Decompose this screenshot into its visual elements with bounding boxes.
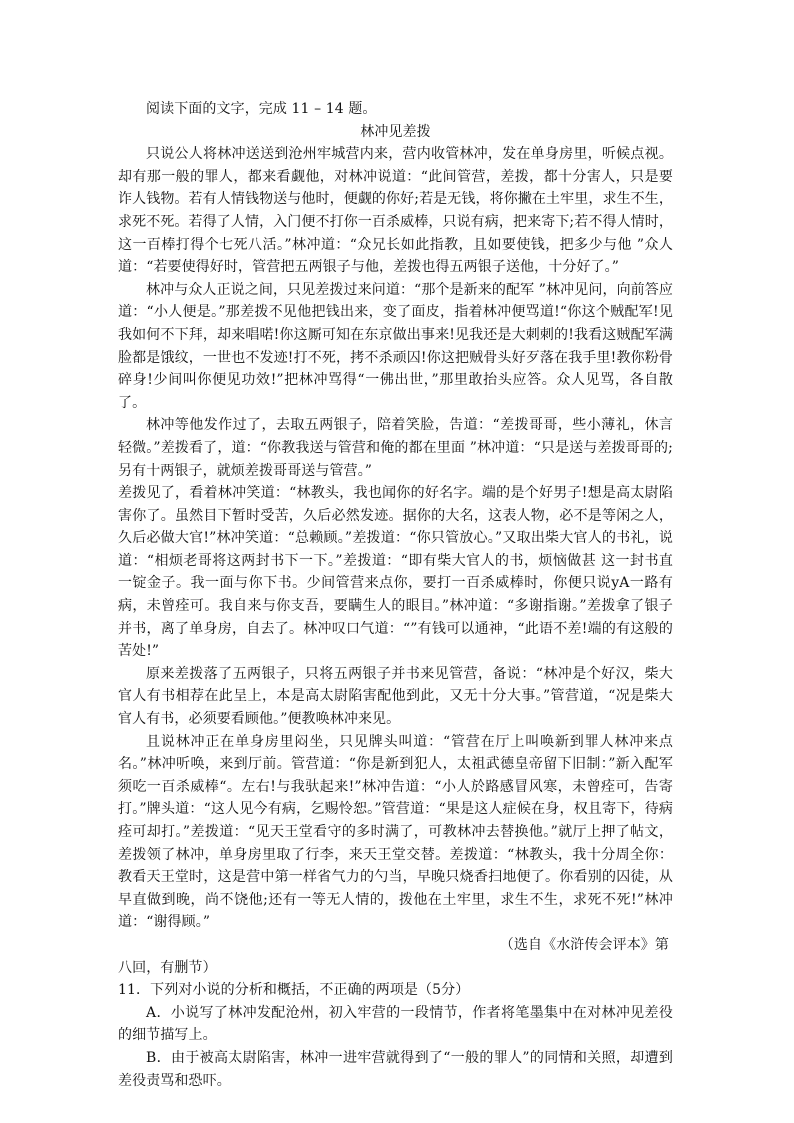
- paragraph-3: 林冲等他发作过了，去取五两银子，陪着笑脸，告道：“差拨哥哥，些小薄礼，休言轻微。”差拨看了，道：“你教我送与管营和俺的都在里面 ”林冲道：“只是送与差拨哥哥的;另有十两银子，就烦差拨哥哥送与管营。”: [118, 417, 673, 479]
- instruction-line: 阅读下面的文字，完成 11 – 14 题。: [146, 101, 377, 117]
- question-stem: 11．下列对小说的分析和概括，不正确的两项是（5分）: [118, 982, 470, 999]
- source-citation: （选自《水浒传会评本》第: [499, 936, 669, 953]
- paragraph-1: 只说公人将林冲送送到沧州牢城营内来，营内收管林冲，发在单身房里，听候点视。却有那一般的罪人，都来看觑他，对林冲说道：“此间管营，差拨，都十分害人，只是要诈人钱物。若有人情钱物送与他时，便觑的你好;若是无钱，将你撇在土牢里，求生不生，求死不死。若得了人情，入门便不打你一百杀威棒，只说有病，把来寄下;若不得人情时，这一百棒打得个七死八活。”林冲道：“众兄长如此指教，且如要使钱，把多少与他 ”众人道：“若要使得好时，管营把五两银子与他，差拨也得五两银子送他，十分好了。”: [118, 146, 673, 276]
- document-page: [118, 98, 673, 1092]
- option-a: A．小说写了林冲发配沧州，初入牢营的一段情节，作者将笔墨集中在对林冲见差役的细节描写上。: [118, 1004, 673, 1044]
- paragraph-5: 原来差拨落了五两银子，只将五两银子并书来见管营，备说：“林冲是个好汉，柴大官人有书相荐在此呈上，本是高太尉陷害配他到此，又无十分大事。”管营道，“况是柴大官人有书，必须要看顾他。”便教唤林冲来见。: [118, 665, 673, 728]
- passage-title: 林冲见差拨: [360, 123, 431, 140]
- paragraph-4: 差拨见了，看着林冲笑道：“林教头，我也闻你的好名字。端的是个好男子!想是高太尉陷害你了。虽然目下暂时受苦，久后必然发迹。据你的大名，这表人物，必不是等闲之人，久后必做大官!”林冲笑道：“总赖顾。”差拨道：“你只管放心。”又取出柴大官人的书礼，说道：“相烦老哥将这两封书下一下。”差拨道：“即有柴大官人的书，烦恼做甚 这一封书直一锭金子。我一面与你下书。少间管营来点你，要打一百杀威棒时，你便只说yA一路有病，未曾痊可。我自来与你支吾，要瞒生人的眼目。”林冲道：“多谢指谢。”差拨拿了银子并书，离了单身房，自去了。林冲叹口气道：“”有钱可以通神，“此语不差!端的有这般的苦处!”: [118, 485, 673, 660]
- paragraph-6: 且说林冲正在单身房里闷坐，只见牌头叫道：“管营在厅上叫唤新到罪人林冲来点名。”林冲听唤，来到厅前。管营道：“你是新到犯人，太祖武德皇帝留下旧制：”新入配军须吃一百杀威棒“。左右!与我驮起来!”林冲告道：“小人於路感冒风寒，未曾痊可，告寄打。”牌头道：“这人见今有病，乞赐怜恕。”管营道：“果是这人症候在身，权且寄下，待病痊可却打。”差拨道：“见天王堂看守的多时满了，可教林冲去替换他。”就厅上押了帖文，差拨领了林冲，单身房里取了行李，来天王堂交替。差拨道：“林教头，我十分周全你：教看天王堂时，这是营中第一样省气力的勺当，早晚只烧香扫地便了。你看别的囚徒，从早直做到晚，尚不饶他;还有一等无人情的，拨他在土牢里，求生不生，求死不死!”林冲道：“谢得顾。”: [118, 733, 673, 931]
- source-citation-cont: 八回，有删节）: [118, 959, 217, 976]
- option-b: B．由于被高太尉陷害，林冲一进牢营就得到了“一般的罪人”的同情和关照，却遭到差役责骂和恐吓。: [118, 1049, 673, 1089]
- paragraph-2: 林冲与众人正说之间，只见差拨过来问道：“那个是新来的配军 ”林冲见问，向前答应道：“小人便是。”那差拨不见他把钱出来，变了面皮，指着林冲便骂道!“你这个贼配军!见我如何不下拜，却来唱喏!你这厮可知在东京做出事来!见我还是大刺刺的!我看这贼配军满脸都是饿纹，一世也不发迹!打不死，拷不杀顽囚!你这把贼骨头好歹落在我手里!教你粉骨碎身!少间叫你便见功效!”把林冲骂得“一佛出世，”那里敢抬头应答。众人见骂，各自散了。: [118, 281, 673, 411]
